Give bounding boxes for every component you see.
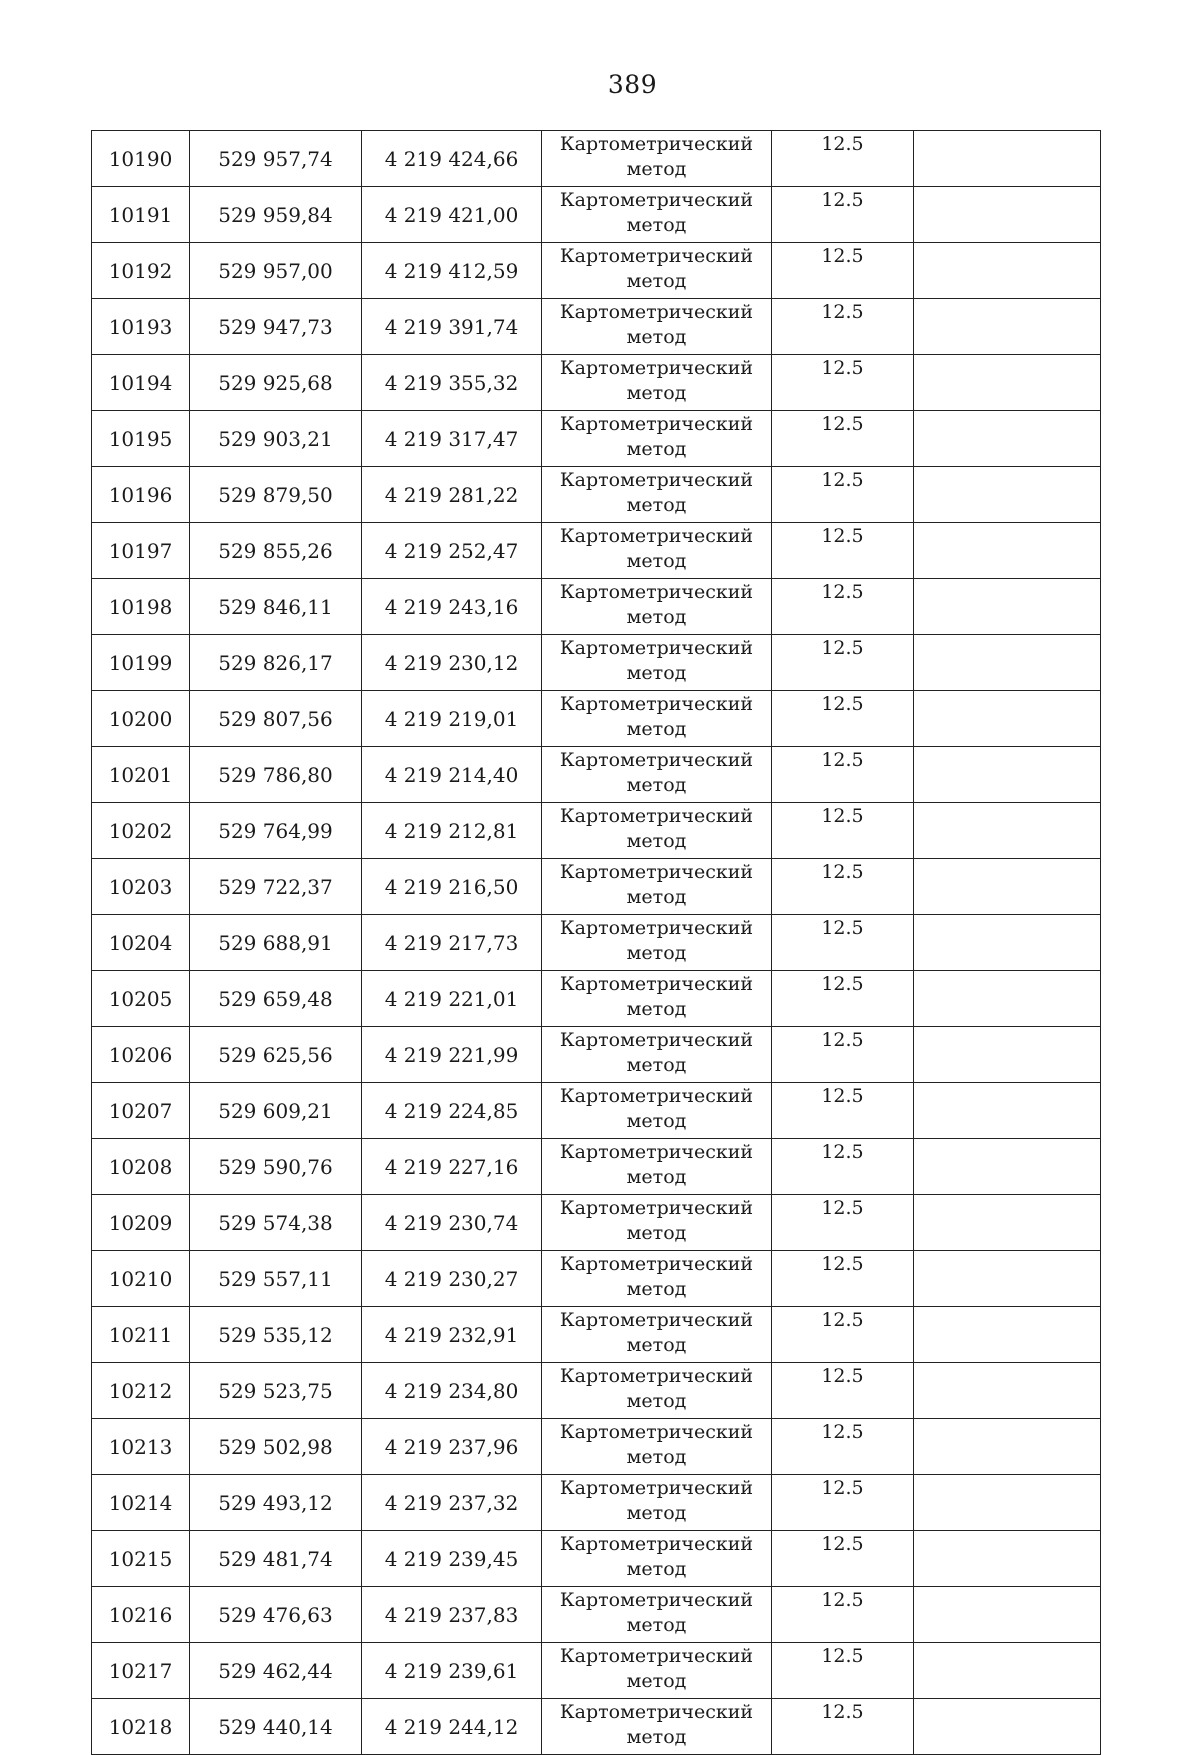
point-number-cell: 10208 [92, 1139, 190, 1195]
coordinate-x-cell: 529 925,68 [190, 355, 362, 411]
method-cell [542, 859, 772, 915]
method-cell [542, 1475, 772, 1531]
accuracy-cell: 12.5 [772, 1643, 914, 1699]
method-line-1: Картометрический [559, 1589, 754, 1611]
coordinate-y-cell: 4 219 424,66 [362, 131, 542, 187]
note-cell [914, 1251, 1101, 1307]
point-number-cell: 10218 [92, 1699, 190, 1755]
method-cell [542, 1251, 772, 1307]
page-number: 389 [607, 70, 658, 99]
note-cell [914, 1307, 1101, 1363]
accuracy-cell: 12.5 [772, 1531, 914, 1587]
method-line-2: метод [626, 1670, 687, 1692]
note-cell [914, 915, 1101, 971]
table-row [92, 243, 1101, 299]
table-row [92, 131, 1101, 187]
method-line-1: Картометрический [559, 917, 754, 939]
coordinate-y-cell: 4 219 237,83 [362, 1587, 542, 1643]
point-number-cell: 10190 [92, 131, 190, 187]
method-line-1: Картометрический [559, 1253, 754, 1275]
point-number-cell: 10195 [92, 411, 190, 467]
accuracy-cell: 12.5 [772, 523, 914, 579]
point-number-cell: 10200 [92, 691, 190, 747]
coordinate-x-cell: 529 688,91 [190, 915, 362, 971]
method-line-2: метод [626, 382, 687, 404]
coordinate-y-cell: 4 219 239,45 [362, 1531, 542, 1587]
note-cell [914, 523, 1101, 579]
accuracy-cell: 12.5 [772, 1139, 914, 1195]
note-cell [914, 1363, 1101, 1419]
coordinate-y-cell: 4 219 252,47 [362, 523, 542, 579]
point-number-cell: 10214 [92, 1475, 190, 1531]
method-cell [542, 1363, 772, 1419]
coordinate-x-cell: 529 855,26 [190, 523, 362, 579]
method-line-2: метод [626, 1110, 687, 1132]
coordinate-y-cell: 4 219 355,32 [362, 355, 542, 411]
method-cell [542, 1587, 772, 1643]
coordinate-x-cell: 529 903,21 [190, 411, 362, 467]
method-line-2: метод [626, 1166, 687, 1188]
table-row [92, 1027, 1101, 1083]
method-cell [542, 523, 772, 579]
method-line-2: метод [626, 1558, 687, 1580]
coordinate-x-cell: 529 786,80 [190, 747, 362, 803]
accuracy-cell: 12.5 [772, 299, 914, 355]
method-line-1: Картометрический [559, 469, 754, 491]
table-row [92, 411, 1101, 467]
coordinate-y-cell: 4 219 221,99 [362, 1027, 542, 1083]
point-number-cell: 10212 [92, 1363, 190, 1419]
note-cell [914, 635, 1101, 691]
point-number-cell: 10205 [92, 971, 190, 1027]
accuracy-cell: 12.5 [772, 635, 914, 691]
coordinate-y-cell: 4 219 239,61 [362, 1643, 542, 1699]
accuracy-cell: 12.5 [772, 1307, 914, 1363]
table-row [92, 467, 1101, 523]
coordinate-x-cell: 529 462,44 [190, 1643, 362, 1699]
method-line-1: Картометрический [559, 1533, 754, 1555]
method-line-2: метод [626, 1390, 687, 1412]
coordinate-y-cell: 4 219 237,96 [362, 1419, 542, 1475]
accuracy-cell: 12.5 [772, 1195, 914, 1251]
table-row [92, 1531, 1101, 1587]
point-number-cell: 10215 [92, 1531, 190, 1587]
method-line-2: метод [626, 1502, 687, 1524]
accuracy-cell: 12.5 [772, 747, 914, 803]
table-row [92, 1195, 1101, 1251]
method-line-1: Картометрический [559, 973, 754, 995]
method-line-1: Картометрический [559, 581, 754, 603]
accuracy-cell: 12.5 [772, 1699, 914, 1755]
note-cell [914, 1531, 1101, 1587]
accuracy-cell: 12.5 [772, 691, 914, 747]
method-line-1: Картометрический [559, 861, 754, 883]
note-cell [914, 1083, 1101, 1139]
coordinate-x-cell: 529 609,21 [190, 1083, 362, 1139]
note-cell [914, 859, 1101, 915]
method-cell [542, 803, 772, 859]
table-row [92, 1363, 1101, 1419]
method-cell [542, 747, 772, 803]
method-cell [542, 915, 772, 971]
method-line-1: Картометрический [559, 637, 754, 659]
method-cell [542, 1083, 772, 1139]
table-row [92, 1587, 1101, 1643]
coordinate-x-cell: 529 959,84 [190, 187, 362, 243]
point-number-cell: 10204 [92, 915, 190, 971]
method-line-2: метод [626, 662, 687, 684]
accuracy-cell: 12.5 [772, 1363, 914, 1419]
coordinate-x-cell: 529 879,50 [190, 467, 362, 523]
method-line-2: метод [626, 1278, 687, 1300]
coordinate-y-cell: 4 219 227,16 [362, 1139, 542, 1195]
method-line-2: метод [626, 830, 687, 852]
coordinate-y-cell: 4 219 221,01 [362, 971, 542, 1027]
coordinate-x-cell: 529 625,56 [190, 1027, 362, 1083]
method-line-1: Картометрический [559, 1029, 754, 1051]
method-cell [542, 243, 772, 299]
method-line-1: Картометрический [559, 245, 754, 267]
note-cell [914, 187, 1101, 243]
coordinates-table-body [92, 131, 1101, 1755]
note-cell [914, 131, 1101, 187]
table-row [92, 859, 1101, 915]
coordinate-x-cell: 529 481,74 [190, 1531, 362, 1587]
method-line-1: Картометрический [559, 749, 754, 771]
method-line-1: Картометрический [559, 1477, 754, 1499]
table-row [92, 1083, 1101, 1139]
point-number-cell: 10198 [92, 579, 190, 635]
note-cell [914, 243, 1101, 299]
note-cell [914, 355, 1101, 411]
accuracy-cell: 12.5 [772, 411, 914, 467]
note-cell [914, 1139, 1101, 1195]
table-row [92, 1699, 1101, 1755]
table-row [92, 1139, 1101, 1195]
method-cell [542, 579, 772, 635]
coordinate-y-cell: 4 219 219,01 [362, 691, 542, 747]
table-row [92, 803, 1101, 859]
accuracy-cell: 12.5 [772, 859, 914, 915]
method-line-1: Картометрический [559, 413, 754, 435]
coordinate-y-cell: 4 219 232,91 [362, 1307, 542, 1363]
table-row [92, 579, 1101, 635]
coordinate-y-cell: 4 219 421,00 [362, 187, 542, 243]
coordinate-x-cell: 529 846,11 [190, 579, 362, 635]
coordinate-y-cell: 4 219 224,85 [362, 1083, 542, 1139]
method-cell [542, 1139, 772, 1195]
note-cell [914, 411, 1101, 467]
method-line-2: метод [626, 606, 687, 628]
coordinate-x-cell: 529 440,14 [190, 1699, 362, 1755]
method-line-1: Картометрический [559, 805, 754, 827]
note-cell [914, 579, 1101, 635]
table-row [92, 635, 1101, 691]
note-cell [914, 1195, 1101, 1251]
coordinate-x-cell: 529 957,00 [190, 243, 362, 299]
table-row [92, 747, 1101, 803]
point-number-cell: 10216 [92, 1587, 190, 1643]
point-number-cell: 10207 [92, 1083, 190, 1139]
method-line-1: Картометрический [559, 1141, 754, 1163]
method-line-2: метод [626, 158, 687, 180]
method-cell [542, 1307, 772, 1363]
coordinate-x-cell: 529 947,73 [190, 299, 362, 355]
point-number-cell: 10201 [92, 747, 190, 803]
coordinate-y-cell: 4 219 412,59 [362, 243, 542, 299]
coordinate-y-cell: 4 219 281,22 [362, 467, 542, 523]
method-cell [542, 1419, 772, 1475]
note-cell [914, 1475, 1101, 1531]
coordinate-x-cell: 529 722,37 [190, 859, 362, 915]
coordinate-y-cell: 4 219 391,74 [362, 299, 542, 355]
coordinate-x-cell: 529 826,17 [190, 635, 362, 691]
method-line-2: метод [626, 1726, 687, 1748]
point-number-cell: 10191 [92, 187, 190, 243]
point-number-cell: 10206 [92, 1027, 190, 1083]
table-row [92, 915, 1101, 971]
method-line-2: метод [626, 438, 687, 460]
method-line-1: Картометрический [559, 301, 754, 323]
coordinate-x-cell: 529 764,99 [190, 803, 362, 859]
table-row [92, 1475, 1101, 1531]
method-line-2: метод [626, 1614, 687, 1636]
point-number-cell: 10197 [92, 523, 190, 579]
accuracy-cell: 12.5 [772, 1419, 914, 1475]
method-line-1: Картометрический [559, 1365, 754, 1387]
note-cell [914, 299, 1101, 355]
coordinate-x-cell: 529 574,38 [190, 1195, 362, 1251]
method-line-2: метод [626, 550, 687, 572]
accuracy-cell: 12.5 [772, 915, 914, 971]
coordinate-x-cell: 529 557,11 [190, 1251, 362, 1307]
method-cell [542, 187, 772, 243]
table-row [92, 691, 1101, 747]
coordinate-x-cell: 529 476,63 [190, 1587, 362, 1643]
method-line-2: метод [626, 718, 687, 740]
method-cell [542, 355, 772, 411]
point-number-cell: 10211 [92, 1307, 190, 1363]
coordinate-y-cell: 4 219 237,32 [362, 1475, 542, 1531]
point-number-cell: 10194 [92, 355, 190, 411]
method-cell [542, 131, 772, 187]
method-line-1: Картометрический [559, 1085, 754, 1107]
method-line-1: Картометрический [559, 1701, 754, 1723]
accuracy-cell: 12.5 [772, 1027, 914, 1083]
method-line-1: Картометрический [559, 1309, 754, 1331]
note-cell [914, 1027, 1101, 1083]
table-row [92, 299, 1101, 355]
table-row [92, 1419, 1101, 1475]
point-number-cell: 10203 [92, 859, 190, 915]
method-cell [542, 691, 772, 747]
coordinate-y-cell: 4 219 317,47 [362, 411, 542, 467]
method-line-2: метод [626, 774, 687, 796]
accuracy-cell: 12.5 [772, 579, 914, 635]
method-line-1: Картометрический [559, 1645, 754, 1667]
method-cell [542, 971, 772, 1027]
method-cell [542, 411, 772, 467]
coordinate-y-cell: 4 219 243,16 [362, 579, 542, 635]
method-line-1: Картометрический [559, 189, 754, 211]
point-number-cell: 10210 [92, 1251, 190, 1307]
accuracy-cell: 12.5 [772, 187, 914, 243]
coordinate-y-cell: 4 219 217,73 [362, 915, 542, 971]
accuracy-cell: 12.5 [772, 803, 914, 859]
coordinate-x-cell: 529 523,75 [190, 1363, 362, 1419]
accuracy-cell: 12.5 [772, 1251, 914, 1307]
table-row [92, 523, 1101, 579]
method-cell [542, 635, 772, 691]
method-line-1: Картометрический [559, 133, 754, 155]
point-number-cell: 10192 [92, 243, 190, 299]
coordinate-y-cell: 4 219 230,27 [362, 1251, 542, 1307]
coordinate-y-cell: 4 219 230,12 [362, 635, 542, 691]
method-cell [542, 299, 772, 355]
table-row [92, 187, 1101, 243]
point-number-cell: 10202 [92, 803, 190, 859]
table-row [92, 1307, 1101, 1363]
accuracy-cell: 12.5 [772, 467, 914, 523]
note-cell [914, 691, 1101, 747]
table-row [92, 971, 1101, 1027]
note-cell [914, 747, 1101, 803]
coordinate-y-cell: 4 219 212,81 [362, 803, 542, 859]
method-line-1: Картометрический [559, 693, 754, 715]
coordinate-x-cell: 529 493,12 [190, 1475, 362, 1531]
method-line-1: Картометрический [559, 525, 754, 547]
coordinate-y-cell: 4 219 230,74 [362, 1195, 542, 1251]
coordinate-x-cell: 529 659,48 [190, 971, 362, 1027]
method-line-2: метод [626, 494, 687, 516]
accuracy-cell: 12.5 [772, 971, 914, 1027]
note-cell [914, 1419, 1101, 1475]
method-line-1: Картометрический [559, 357, 754, 379]
method-line-1: Картометрический [559, 1421, 754, 1443]
coordinate-y-cell: 4 219 214,40 [362, 747, 542, 803]
method-line-2: метод [626, 214, 687, 236]
method-cell [542, 1643, 772, 1699]
table-row [92, 1251, 1101, 1307]
point-number-cell: 10193 [92, 299, 190, 355]
note-cell [914, 1587, 1101, 1643]
table-row [92, 1643, 1101, 1699]
method-cell [542, 467, 772, 523]
accuracy-cell: 12.5 [772, 1083, 914, 1139]
accuracy-cell: 12.5 [772, 1587, 914, 1643]
coordinates-table [91, 130, 1101, 1755]
method-line-2: метод [626, 1334, 687, 1356]
coordinate-x-cell: 529 535,12 [190, 1307, 362, 1363]
method-cell [542, 1531, 772, 1587]
accuracy-cell: 12.5 [772, 243, 914, 299]
method-line-2: метод [626, 886, 687, 908]
method-line-2: метод [626, 942, 687, 964]
point-number-cell: 10217 [92, 1643, 190, 1699]
coordinate-y-cell: 4 219 216,50 [362, 859, 542, 915]
coordinate-y-cell: 4 219 234,80 [362, 1363, 542, 1419]
point-number-cell: 10209 [92, 1195, 190, 1251]
note-cell [914, 1699, 1101, 1755]
method-line-2: метод [626, 270, 687, 292]
accuracy-cell: 12.5 [772, 355, 914, 411]
method-line-2: метод [626, 1054, 687, 1076]
coordinate-x-cell: 529 957,74 [190, 131, 362, 187]
method-cell [542, 1699, 772, 1755]
coordinate-y-cell: 4 219 244,12 [362, 1699, 542, 1755]
method-line-2: метод [626, 326, 687, 348]
point-number-cell: 10196 [92, 467, 190, 523]
accuracy-cell: 12.5 [772, 1475, 914, 1531]
method-line-1: Картометрический [559, 1197, 754, 1219]
method-cell [542, 1027, 772, 1083]
method-line-2: метод [626, 1446, 687, 1468]
note-cell [914, 803, 1101, 859]
coordinate-x-cell: 529 807,56 [190, 691, 362, 747]
note-cell [914, 971, 1101, 1027]
note-cell [914, 467, 1101, 523]
table-row [92, 355, 1101, 411]
point-number-cell: 10199 [92, 635, 190, 691]
method-cell [542, 1195, 772, 1251]
note-cell [914, 1643, 1101, 1699]
accuracy-cell: 12.5 [772, 131, 914, 187]
method-line-2: метод [626, 1222, 687, 1244]
point-number-cell: 10213 [92, 1419, 190, 1475]
coordinate-x-cell: 529 590,76 [190, 1139, 362, 1195]
coordinate-x-cell: 529 502,98 [190, 1419, 362, 1475]
method-line-2: метод [626, 998, 687, 1020]
